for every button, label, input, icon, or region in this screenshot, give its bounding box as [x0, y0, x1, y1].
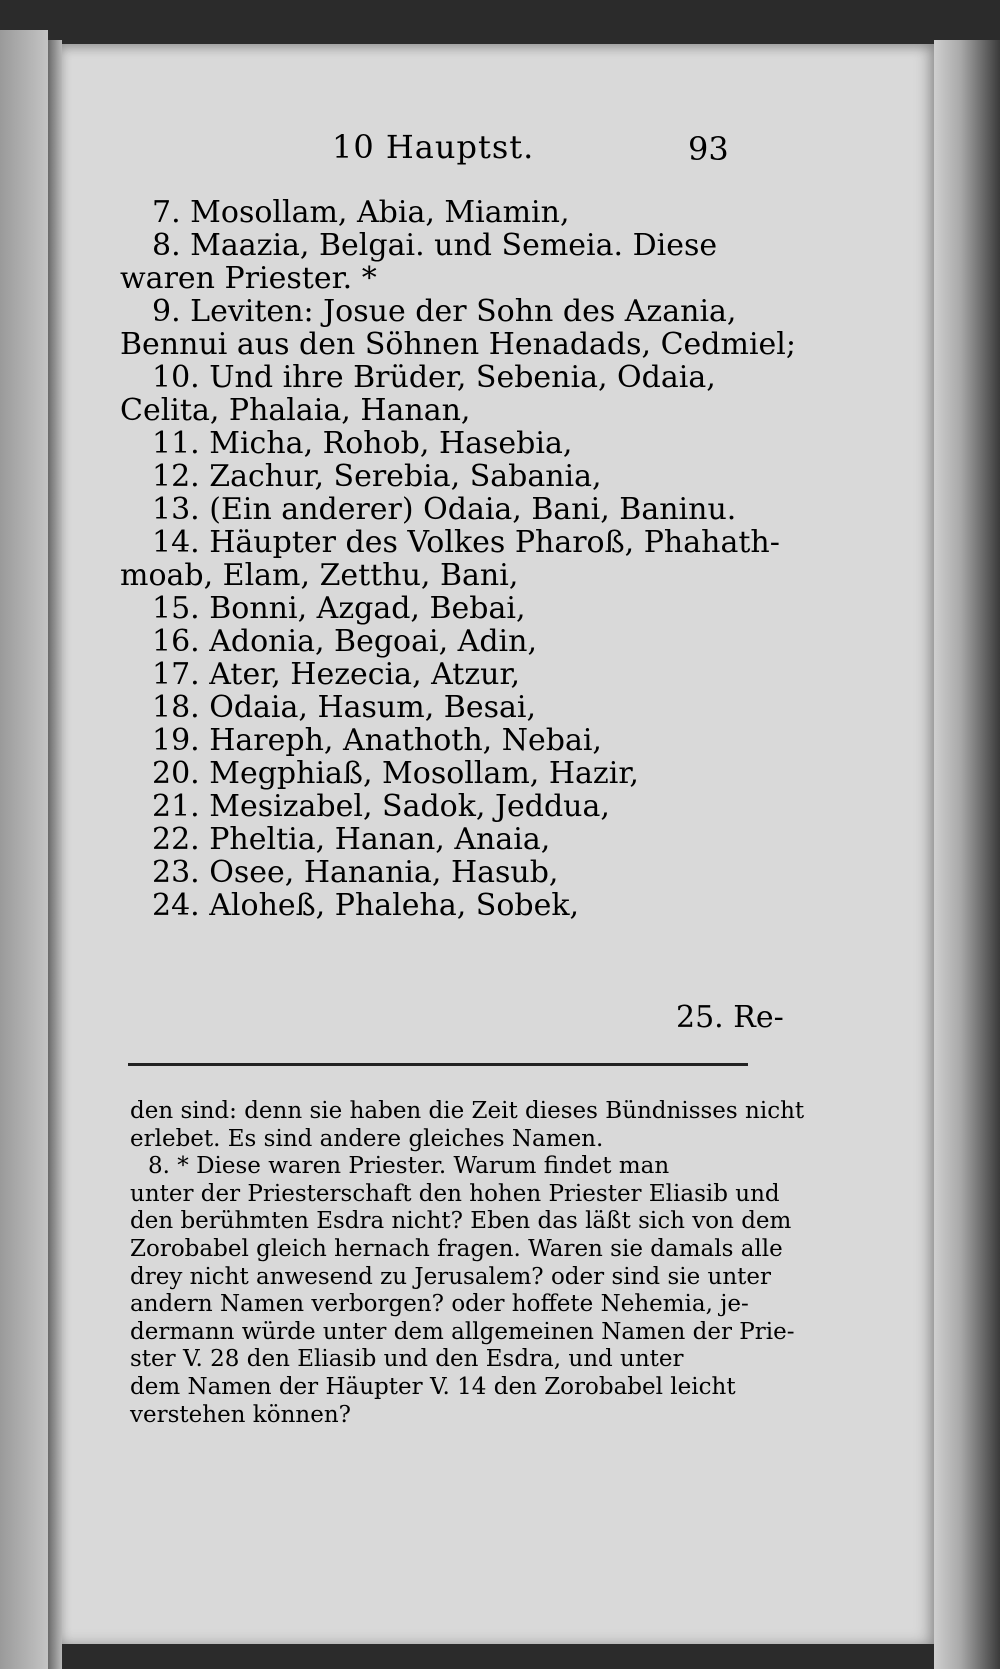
catchword: 25. Re-: [676, 1000, 784, 1035]
footnote-line: verstehen können?: [130, 1401, 351, 1428]
page-number: 93: [688, 130, 729, 168]
footnote-line: unter der Priesterschaft den hohen Priester Eliasib und: [130, 1180, 780, 1207]
footnote-line: den berühmten Esdra nicht? Eben das läßt sich von dem: [130, 1208, 792, 1235]
page-header: [280, 100, 780, 168]
text-line: 12. Zachur, Serebia, Sabania,: [152, 459, 602, 494]
text-line: 20. Megphiaß, Mosollam, Hazir,: [152, 756, 639, 791]
text-line: waren Priester. *: [120, 261, 377, 296]
footnote-line: 8. * Diese waren Priester. Warum findet man: [148, 1153, 670, 1180]
book-gutter: [48, 40, 62, 1669]
text-line: 15. Bonni, Azgad, Bebai,: [152, 591, 526, 626]
running-head: 10 Hauptst.: [332, 128, 535, 166]
text-line: 10. Und ihre Brüder, Sebenia, Odaia,: [152, 360, 716, 395]
footnote-line: erlebet. Es sind andere gleiches Namen.: [130, 1125, 604, 1152]
text-line: 22. Pheltia, Hanan, Anaia,: [152, 822, 551, 857]
text-line: 16. Adonia, Begoai, Adin,: [152, 624, 537, 659]
text-line: 13. (Ein anderer) Odaia, Bani, Baninu.: [152, 492, 737, 527]
footnote-line: drey nicht anwesend zu Jerusalem? oder sind sie unter: [130, 1263, 772, 1290]
footnote-line: dermann würde unter dem allgemeinen Namen der Prie-: [130, 1318, 795, 1345]
footnote-line: ster V. 28 den Eliasib und den Esdra, und unter: [130, 1346, 684, 1373]
text-line: 8. Maazia, Belgai. und Semeia. Diese: [152, 228, 718, 263]
text-line: Celita, Phalaia, Hanan,: [120, 393, 471, 428]
text-line: 7. Mosollam, Abia, Miamin,: [152, 195, 570, 230]
text-line: 23. Osee, Hanania, Hasub,: [152, 855, 559, 890]
footnote-rule: [128, 1063, 748, 1066]
text-line: Bennui aus den Söhnen Henadads, Cedmiel;: [120, 327, 797, 362]
footnote-line: den sind: denn sie haben die Zeit dieses Bündnisses nicht: [130, 1098, 805, 1124]
text-line: 9. Leviten: Josue der Sohn des Azania,: [152, 294, 737, 329]
text-line: 24. Aloheß, Phaleha, Sobek,: [152, 888, 580, 923]
footnote-line: Zorobabel gleich hernach fragen. Waren sie damals alle: [130, 1235, 783, 1262]
page-edge-shadow: [934, 40, 1000, 1669]
text-line: 14. Häupter des Volkes Pharoß, Phahath-: [152, 525, 780, 560]
text-line: 17. Ater, Hezecia, Atzur,: [152, 657, 521, 692]
footnote-line: dem Namen der Häupter V. 14 den Zorobabel leicht: [130, 1373, 736, 1400]
text-line: moab, Elam, Zetthu, Bani,: [120, 558, 519, 593]
facing-page-edge: [0, 30, 48, 1669]
footnote: [130, 1098, 805, 1429]
text-line: 18. Odaia, Hasum, Besai,: [152, 690, 536, 725]
text-line: 21. Mesizabel, Sadok, Jeddua,: [152, 789, 610, 824]
text-line: 11. Micha, Rohob, Hasebia,: [152, 426, 573, 461]
main-text: [120, 195, 797, 923]
footnote-line: andern Namen verborgen? oder hoffete Nehemia, je-: [130, 1291, 749, 1318]
text-line: 19. Hareph, Anathoth, Nebai,: [152, 723, 602, 758]
